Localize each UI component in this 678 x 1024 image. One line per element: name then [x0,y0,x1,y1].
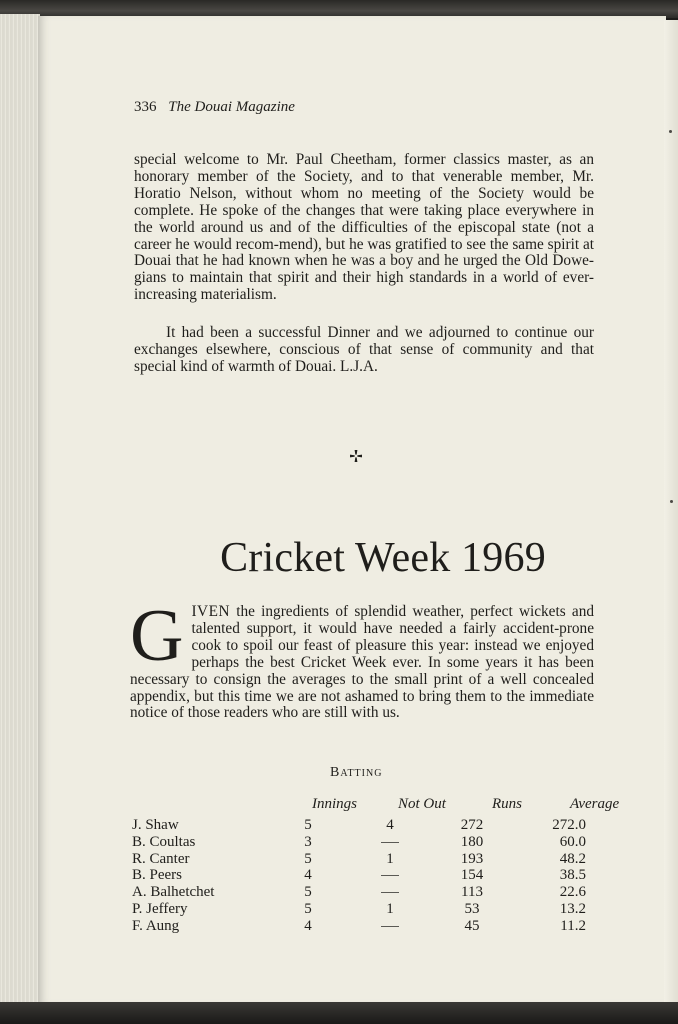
table-row [132,884,602,901]
dash-mark [381,892,399,893]
average-cell: 13.2 [559,901,586,917]
article-title: Cricket Week 1969 [220,535,546,581]
player-name: B. Peers [132,867,182,884]
innings-cell: 4 [304,917,312,934]
header-not-out: Not Out [398,796,446,812]
player-name: R. Canter [132,850,190,867]
average-cell: 60.0 [559,833,586,850]
dash-mark [381,875,399,876]
magazine-title: The Douai Magazine [168,99,295,115]
running-head [134,99,295,116]
page-stack-edge [0,14,40,1008]
table-row [132,834,602,851]
intro-text: the ingredients of splendid weather, perfect wickets and talented support, it would have needed a fairly accident-prone cook to spoil our feast of pleasure this year: instead we enjoyed perhaps the best Cricket Week ever. In some years it has been necessary to consign the averages to the small print of a well concealed appendix, but this time we are not ashamed to bring them to the immediate notice of those readers who are still with us. [130,603,594,722]
header-innings: Innings [312,796,357,812]
player-name: P. Jeffery [132,901,188,917]
book-bottom-edge [0,1002,678,1024]
cross-patee-icon [350,450,362,462]
not-out-cell [375,884,405,901]
innings-cell: 5 [304,817,312,833]
innings-cell: 5 [304,901,312,917]
not-out-cell: 1 [386,901,394,917]
runs-cell: 272 [460,817,484,833]
player-name: J. Shaw [132,817,179,833]
innings-cell: 4 [304,867,312,884]
player-name: F. Aung [132,917,180,934]
speck [669,130,672,133]
header-runs: Runs [492,796,522,812]
book-page [38,16,666,1004]
table-row [132,851,602,868]
facing-page-edge [664,20,678,1004]
table-row [132,918,602,935]
runs-cell: 53 [464,901,480,917]
lead-word: IVEN [191,603,230,620]
runs-cell: 154 [460,867,484,884]
batting-title: Batting [330,765,383,780]
average-cell: 38.5 [559,867,586,884]
innings-cell: 3 [304,833,312,850]
average-cell: 22.6 [559,884,586,901]
not-out-cell [375,867,405,884]
dash-mark [381,842,399,843]
header-average: Average [570,796,620,812]
article-intro [130,595,594,722]
innings-cell: 5 [304,850,312,867]
not-out-cell: 4 [386,817,394,833]
runs-cell: 180 [460,833,484,850]
runs-cell: 45 [464,917,480,934]
not-out-cell [375,834,405,851]
average-cell: 48.2 [559,850,586,867]
runs-cell: 113 [461,884,483,901]
drop-cap: G [130,595,184,677]
paragraph: special welcome to Mr. Paul Cheetham, former classics master, as an honorary member of the Society, and to that venerable member, Mr. Horatio Nelson, without whom no meeting of the Society would be complete. He spoke of the changes that were taking place everywhere in the world around us and of the difficulties of the episcopal state (not a career he would recom-mend), but he was gratified to see the same spirit at Douai that he had known when he was a boy and he urged the Old Dowe-gians to maintain that spirit and their high standards in a world of ever-increasing materialism. [134,151,594,304]
not-out-cell [375,918,405,935]
table-row [132,901,602,918]
average-cell: 11.2 [560,917,586,934]
average-cell: 272.0 [552,817,586,833]
table-row [132,817,602,834]
player-name: B. Coultas [132,833,196,850]
page-number: 336 [134,99,157,115]
table-row [132,867,602,884]
runs-cell: 193 [460,850,484,867]
innings-cell: 5 [304,884,312,901]
dash-mark [381,926,399,927]
speck [670,500,673,503]
not-out-cell: 1 [386,850,394,867]
paragraph: It had been a successful Dinner and we adjourned to continue our exchanges elsewhere, conscious of that sense of community and that special kind of warmth of Douai. L.J.A. [134,324,594,375]
player-name: A. Balhetchet [132,884,215,901]
